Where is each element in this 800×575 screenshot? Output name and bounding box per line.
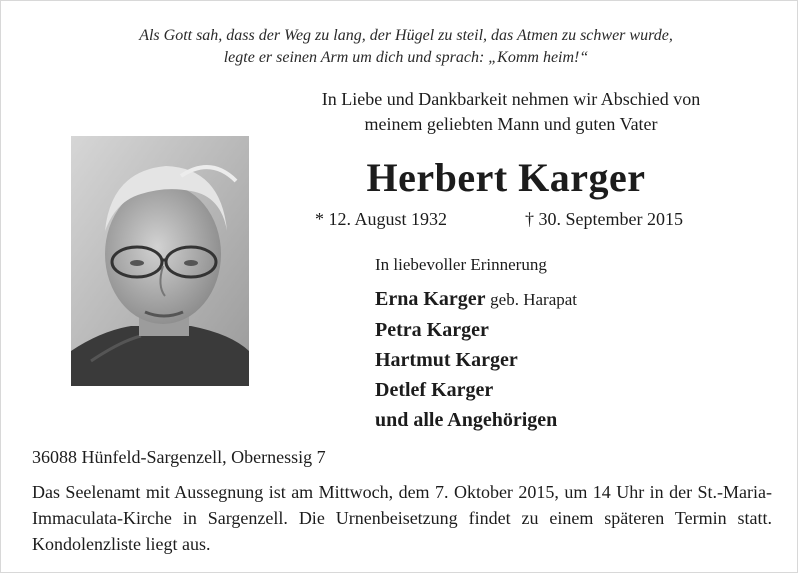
poem-quote (61, 25, 751, 69)
birth-date: * 12. August 1932 (315, 209, 448, 229)
mourner-name: Hartmut Karger (375, 349, 518, 371)
mourner-item (375, 375, 577, 405)
memory-line: In liebevoller Erinnerung (375, 255, 547, 274)
mourner-item (375, 315, 577, 345)
mourner-name: Petra Karger (375, 319, 489, 341)
service-details: Das Seelenamt mit Aussegnung ist am Mittwoch, dem 7. Oktober 2015, um 14 Uhr in der St.-Maria-Immaculata-Kirche in Sargenzell. Die Urnenbeisetzung findet zu einem späteren Termin statt. Kondolenzliste liegt aus. (32, 482, 772, 554)
mourner-name: Erna Karger (375, 288, 486, 310)
intro-line-2: meinem geliebten Mann und guten Vater (364, 114, 658, 134)
mourner-item (375, 345, 577, 375)
family-address: 36088 Hünfeld-Sargenzell, Obernessig 7 (32, 447, 326, 467)
mourners-list (375, 284, 577, 435)
portrait-photo (71, 136, 249, 386)
death-date: † 30. September 2015 (525, 209, 683, 229)
intro-line-1: In Liebe und Dankbarkeit nehmen wir Abschied von (321, 89, 701, 109)
portrait-image (71, 136, 249, 386)
mourner-name: und alle Angehörigen (375, 409, 558, 431)
mourner-item (375, 284, 577, 315)
farewell-intro (251, 87, 771, 137)
deceased-name: Herbert Karger (366, 155, 646, 200)
mourner-name: Detlef Karger (375, 379, 494, 401)
mourner-item (375, 405, 577, 435)
poem-line-1: Als Gott sah, dass der Weg zu lang, der Hügel zu steil, das Atmen zu schwer wurde, (139, 27, 673, 44)
mourner-note: geb. Harapat (490, 290, 578, 309)
poem-line-2: legte er seinen Arm um dich und sprach: „Komm heim!“ (223, 49, 589, 66)
